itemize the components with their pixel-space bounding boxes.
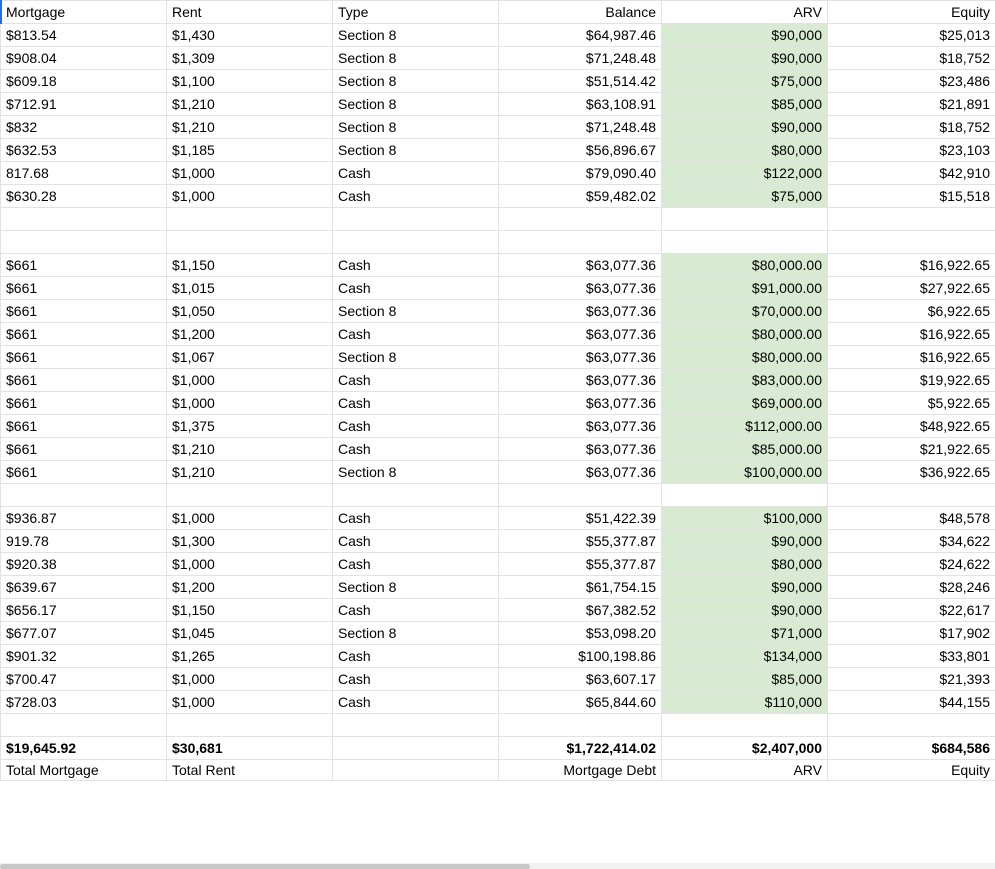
cell-arv[interactable]: $110,000 <box>662 691 828 714</box>
cell-arv[interactable]: $80,000.00 <box>662 323 828 346</box>
table-row <box>1 116 995 139</box>
cell-balance[interactable]: $63,077.36 <box>499 254 662 277</box>
cell-mortgage[interactable]: $936.87 <box>1 507 167 530</box>
scrollbar-thumb[interactable] <box>0 864 530 869</box>
cell-type[interactable]: Cash <box>333 185 499 208</box>
cell-equity[interactable] <box>828 208 995 231</box>
cell-type[interactable] <box>333 714 499 737</box>
cell-type[interactable]: Cash <box>333 162 499 185</box>
cell-rent[interactable] <box>167 208 333 231</box>
cell-equity[interactable]: $16,922.65 <box>828 323 995 346</box>
cell-mortgage[interactable]: $656.17 <box>1 599 167 622</box>
total-labels-row <box>1 760 995 781</box>
cell-mortgage[interactable]: $728.03 <box>1 691 167 714</box>
cell-equity[interactable]: $36,922.65 <box>828 461 995 484</box>
cell-rent[interactable]: $1,375 <box>167 415 333 438</box>
cell-rent[interactable]: $1,200 <box>167 323 333 346</box>
cell-rent[interactable]: $1,050 <box>167 300 333 323</box>
table-row <box>1 507 995 530</box>
cell-arv[interactable]: $100,000 <box>662 507 828 530</box>
cell-arv[interactable]: $122,000 <box>662 162 828 185</box>
cell-arv[interactable]: $90,000 <box>662 24 828 47</box>
cell-mortgage[interactable]: $661 <box>1 415 167 438</box>
cell-balance[interactable]: $55,377.87 <box>499 553 662 576</box>
cell-balance[interactable]: $71,248.48 <box>499 116 662 139</box>
totals-row <box>1 737 995 760</box>
cell-arv[interactable]: $90,000 <box>662 530 828 553</box>
cell-rent[interactable]: $1,150 <box>167 254 333 277</box>
cell-rent[interactable]: $1,015 <box>167 277 333 300</box>
cell-rent[interactable]: $1,045 <box>167 622 333 645</box>
cell-arv[interactable]: $85,000 <box>662 668 828 691</box>
cell-type[interactable]: Cash <box>333 668 499 691</box>
cell-type[interactable]: Section 8 <box>333 139 499 162</box>
cell-balance[interactable]: $79,090.40 <box>499 162 662 185</box>
cell-mortgage[interactable]: $901.32 <box>1 645 167 668</box>
table-row <box>1 323 995 346</box>
cell-mortgage[interactable] <box>1 484 167 507</box>
cell-type[interactable]: Section 8 <box>333 461 499 484</box>
cell-mortgage[interactable] <box>1 231 167 254</box>
table-row <box>1 162 995 185</box>
cell-equity[interactable]: Equity <box>828 1 995 24</box>
cell-mortgage[interactable]: $632.53 <box>1 139 167 162</box>
cell-type[interactable] <box>333 737 499 760</box>
table-row <box>1 139 995 162</box>
cell-mortgage[interactable] <box>1 714 167 737</box>
cell-rent[interactable]: $1,000 <box>167 369 333 392</box>
cell-type[interactable]: Section 8 <box>333 622 499 645</box>
cell-arv[interactable]: $100,000.00 <box>662 461 828 484</box>
cell-equity[interactable]: $27,922.65 <box>828 277 995 300</box>
cell-mortgage[interactable]: 817.68 <box>1 162 167 185</box>
cell-arv[interactable]: ARV <box>662 760 828 781</box>
cell-arv[interactable]: $91,000.00 <box>662 277 828 300</box>
table-row <box>1 47 995 70</box>
cell-arv[interactable]: $90,000 <box>662 599 828 622</box>
cell-mortgage[interactable]: $19,645.92 <box>1 737 167 760</box>
cell-mortgage[interactable]: $661 <box>1 277 167 300</box>
cell-arv[interactable]: $112,000.00 <box>662 415 828 438</box>
cell-type[interactable]: Section 8 <box>333 24 499 47</box>
cell-type[interactable] <box>333 484 499 507</box>
cell-arv[interactable]: $80,000 <box>662 139 828 162</box>
table-row <box>1 185 995 208</box>
cell-arv[interactable]: $71,000 <box>662 622 828 645</box>
cell-arv[interactable]: $80,000.00 <box>662 254 828 277</box>
cell-equity[interactable]: $16,922.65 <box>828 346 995 369</box>
cell-arv[interactable]: $2,407,000 <box>662 737 828 760</box>
cell-rent[interactable]: $1,000 <box>167 185 333 208</box>
cell-balance[interactable]: $51,514.42 <box>499 70 662 93</box>
cell-mortgage[interactable]: $712.91 <box>1 93 167 116</box>
cell-equity[interactable] <box>828 484 995 507</box>
cell-rent[interactable]: $1,000 <box>167 691 333 714</box>
cell-arv[interactable]: ARV <box>662 1 828 24</box>
cell-mortgage[interactable]: $677.07 <box>1 622 167 645</box>
cell-balance[interactable]: $63,077.36 <box>499 415 662 438</box>
cell-arv[interactable] <box>662 231 828 254</box>
cell-type[interactable] <box>333 231 499 254</box>
cell-mortgage[interactable]: $661 <box>1 323 167 346</box>
cell-mortgage[interactable]: $661 <box>1 254 167 277</box>
table-row <box>1 300 995 323</box>
cell-mortgage[interactable] <box>1 208 167 231</box>
cell-balance[interactable] <box>499 484 662 507</box>
cell-arv[interactable]: $90,000 <box>662 116 828 139</box>
cell-mortgage[interactable]: $661 <box>1 346 167 369</box>
cell-arv[interactable]: $75,000 <box>662 70 828 93</box>
cell-rent[interactable]: $1,210 <box>167 461 333 484</box>
cell-equity[interactable]: $33,801 <box>828 645 995 668</box>
table-row <box>1 461 995 484</box>
cell-type[interactable]: Section 8 <box>333 47 499 70</box>
cell-equity[interactable]: $44,155 <box>828 691 995 714</box>
cell-equity[interactable]: $17,902 <box>828 622 995 645</box>
cell-mortgage[interactable]: $661 <box>1 392 167 415</box>
cell-balance[interactable]: $61,754.15 <box>499 576 662 599</box>
cell-type[interactable]: Section 8 <box>333 346 499 369</box>
cell-rent[interactable]: Rent <box>167 1 333 24</box>
blank-row <box>1 714 995 737</box>
cell-balance[interactable]: $63,607.17 <box>499 668 662 691</box>
cell-equity[interactable] <box>828 231 995 254</box>
cell-rent[interactable]: $1,100 <box>167 70 333 93</box>
cell-type[interactable]: Cash <box>333 553 499 576</box>
cell-equity[interactable]: $15,518 <box>828 185 995 208</box>
cell-arv[interactable]: $85,000 <box>662 93 828 116</box>
cell-equity[interactable]: $6,922.65 <box>828 300 995 323</box>
cell-balance[interactable]: $1,722,414.02 <box>499 737 662 760</box>
cell-equity[interactable]: $48,922.65 <box>828 415 995 438</box>
cell-equity[interactable]: $21,891 <box>828 93 995 116</box>
cell-arv[interactable]: $83,000.00 <box>662 369 828 392</box>
cell-rent[interactable]: $1,067 <box>167 346 333 369</box>
cell-balance[interactable]: Balance <box>499 1 662 24</box>
cell-balance[interactable]: $63,077.36 <box>499 323 662 346</box>
cell-type[interactable]: Cash <box>333 645 499 668</box>
cell-balance[interactable]: $67,382.52 <box>499 599 662 622</box>
header-row <box>1 1 995 24</box>
cell-rent[interactable]: $1,265 <box>167 645 333 668</box>
cell-rent[interactable]: $1,000 <box>167 162 333 185</box>
blank-row <box>1 208 995 231</box>
cell-balance[interactable] <box>499 208 662 231</box>
cell-type[interactable]: Cash <box>333 254 499 277</box>
cell-type[interactable]: Section 8 <box>333 93 499 116</box>
cell-rent[interactable]: $1,309 <box>167 47 333 70</box>
cell-type[interactable]: Cash <box>333 392 499 415</box>
cell-mortgage[interactable]: $813.54 <box>1 24 167 47</box>
cell-mortgage[interactable]: $832 <box>1 116 167 139</box>
cell-rent[interactable]: $1,185 <box>167 139 333 162</box>
cell-type[interactable]: Cash <box>333 369 499 392</box>
cell-mortgage[interactable]: $700.47 <box>1 668 167 691</box>
cell-rent[interactable]: $1,000 <box>167 553 333 576</box>
cell-equity[interactable]: $21,393 <box>828 668 995 691</box>
cell-rent[interactable] <box>167 484 333 507</box>
cell-type[interactable]: Cash <box>333 415 499 438</box>
cell-type[interactable]: Cash <box>333 691 499 714</box>
cell-arv[interactable]: $75,000 <box>662 185 828 208</box>
cell-equity[interactable]: $42,910 <box>828 162 995 185</box>
cell-arv[interactable] <box>662 208 828 231</box>
cell-equity[interactable]: $19,922.65 <box>828 369 995 392</box>
table-row <box>1 622 995 645</box>
cell-type[interactable]: Section 8 <box>333 300 499 323</box>
cell-mortgage[interactable]: $920.38 <box>1 553 167 576</box>
cell-balance[interactable]: $63,108.91 <box>499 93 662 116</box>
cell-rent[interactable]: $1,210 <box>167 93 333 116</box>
cell-mortgage[interactable]: Mortgage <box>1 1 167 24</box>
cell-balance[interactable]: Mortgage Debt <box>499 760 662 781</box>
cell-balance[interactable]: $55,377.87 <box>499 530 662 553</box>
cell-balance[interactable]: $63,077.36 <box>499 300 662 323</box>
blank-row <box>1 484 995 507</box>
cell-arv[interactable] <box>662 484 828 507</box>
cell-type[interactable] <box>333 208 499 231</box>
cell-type[interactable]: Section 8 <box>333 576 499 599</box>
table-row <box>1 438 995 461</box>
cell-balance[interactable]: $63,077.36 <box>499 392 662 415</box>
cell-type[interactable]: Cash <box>333 507 499 530</box>
cell-arv[interactable]: $80,000.00 <box>662 346 828 369</box>
table-row <box>1 645 995 668</box>
cell-balance[interactable]: $64,987.46 <box>499 24 662 47</box>
cell-mortgage[interactable]: $661 <box>1 438 167 461</box>
cell-balance[interactable]: $100,198.86 <box>499 645 662 668</box>
cell-equity[interactable] <box>828 714 995 737</box>
cell-balance[interactable]: $59,482.02 <box>499 185 662 208</box>
cell-mortgage[interactable]: $609.18 <box>1 70 167 93</box>
cell-rent[interactable] <box>167 231 333 254</box>
cell-arv[interactable]: $90,000 <box>662 47 828 70</box>
cell-type[interactable]: Cash <box>333 530 499 553</box>
cell-balance[interactable]: $53,098.20 <box>499 622 662 645</box>
cell-rent[interactable]: $1,300 <box>167 530 333 553</box>
cell-equity[interactable]: $5,922.65 <box>828 392 995 415</box>
cell-rent[interactable]: $1,000 <box>167 668 333 691</box>
cell-equity[interactable]: $16,922.65 <box>828 254 995 277</box>
table-row <box>1 599 995 622</box>
cell-equity[interactable]: $48,578 <box>828 507 995 530</box>
table-row <box>1 346 995 369</box>
cell-mortgage[interactable]: $630.28 <box>1 185 167 208</box>
cell-type[interactable]: Section 8 <box>333 116 499 139</box>
table-row <box>1 70 995 93</box>
table-row <box>1 392 995 415</box>
cell-balance[interactable]: $63,077.36 <box>499 346 662 369</box>
cell-type[interactable] <box>333 760 499 781</box>
table-row <box>1 668 995 691</box>
cell-type[interactable]: Section 8 <box>333 70 499 93</box>
cell-arv[interactable]: $70,000.00 <box>662 300 828 323</box>
cell-rent[interactable]: $1,210 <box>167 116 333 139</box>
cell-equity[interactable]: $21,922.65 <box>828 438 995 461</box>
cell-arv[interactable]: $134,000 <box>662 645 828 668</box>
cell-equity[interactable]: $18,752 <box>828 116 995 139</box>
cell-rent[interactable] <box>167 714 333 737</box>
table-row <box>1 254 995 277</box>
table-row <box>1 415 995 438</box>
table-row <box>1 93 995 116</box>
cell-rent[interactable]: $1,200 <box>167 576 333 599</box>
cell-mortgage[interactable]: $661 <box>1 300 167 323</box>
cell-equity[interactable]: Equity <box>828 760 995 781</box>
table-row <box>1 576 995 599</box>
cell-type[interactable]: Cash <box>333 599 499 622</box>
table-body <box>1 1 995 781</box>
cell-arv[interactable] <box>662 714 828 737</box>
table-row <box>1 277 995 300</box>
table-row <box>1 691 995 714</box>
cell-equity[interactable]: $18,752 <box>828 47 995 70</box>
cell-balance[interactable]: $71,248.48 <box>499 47 662 70</box>
cell-balance[interactable]: $51,422.39 <box>499 507 662 530</box>
cell-equity[interactable]: $24,622 <box>828 553 995 576</box>
cell-equity[interactable]: $684,586 <box>828 737 995 760</box>
cell-rent[interactable]: $1,150 <box>167 599 333 622</box>
cell-rent[interactable]: $1,430 <box>167 24 333 47</box>
cell-type[interactable]: Cash <box>333 438 499 461</box>
cell-mortgage[interactable]: $661 <box>1 369 167 392</box>
cell-type[interactable]: Type <box>333 1 499 24</box>
cell-mortgage[interactable]: $639.67 <box>1 576 167 599</box>
cell-mortgage[interactable]: $908.04 <box>1 47 167 70</box>
cell-balance[interactable]: $63,077.36 <box>499 438 662 461</box>
cell-type[interactable]: Cash <box>333 277 499 300</box>
cell-mortgage[interactable]: Total Mortgage <box>1 760 167 781</box>
table-row <box>1 530 995 553</box>
cell-equity[interactable]: $28,246 <box>828 576 995 599</box>
cell-type[interactable]: Cash <box>333 323 499 346</box>
cell-arv[interactable]: $90,000 <box>662 576 828 599</box>
table-row <box>1 369 995 392</box>
cell-equity[interactable]: $22,617 <box>828 599 995 622</box>
cell-rent[interactable]: Total Rent <box>167 760 333 781</box>
cell-equity[interactable]: $23,103 <box>828 139 995 162</box>
cell-balance[interactable]: $63,077.36 <box>499 369 662 392</box>
cell-rent[interactable]: $1,000 <box>167 392 333 415</box>
cell-balance[interactable]: $63,077.36 <box>499 277 662 300</box>
cell-rent[interactable]: $30,681 <box>167 737 333 760</box>
cell-mortgage[interactable]: 919.78 <box>1 530 167 553</box>
table-row <box>1 24 995 47</box>
cell-balance[interactable]: $63,077.36 <box>499 461 662 484</box>
cell-balance[interactable] <box>499 231 662 254</box>
cell-arv[interactable]: $80,000 <box>662 553 828 576</box>
cell-balance[interactable]: $56,896.67 <box>499 139 662 162</box>
blank-row <box>1 231 995 254</box>
cell-arv[interactable]: $85,000.00 <box>662 438 828 461</box>
table-row <box>1 553 995 576</box>
cell-balance[interactable]: $65,844.60 <box>499 691 662 714</box>
cell-mortgage[interactable]: $661 <box>1 461 167 484</box>
cell-equity[interactable]: $34,622 <box>828 530 995 553</box>
cell-equity[interactable]: $23,486 <box>828 70 995 93</box>
cell-balance[interactable] <box>499 714 662 737</box>
cell-equity[interactable]: $25,013 <box>828 24 995 47</box>
cell-rent[interactable]: $1,000 <box>167 507 333 530</box>
cell-rent[interactable]: $1,210 <box>167 438 333 461</box>
cell-arv[interactable]: $69,000.00 <box>662 392 828 415</box>
selection-indicator <box>0 0 2 24</box>
